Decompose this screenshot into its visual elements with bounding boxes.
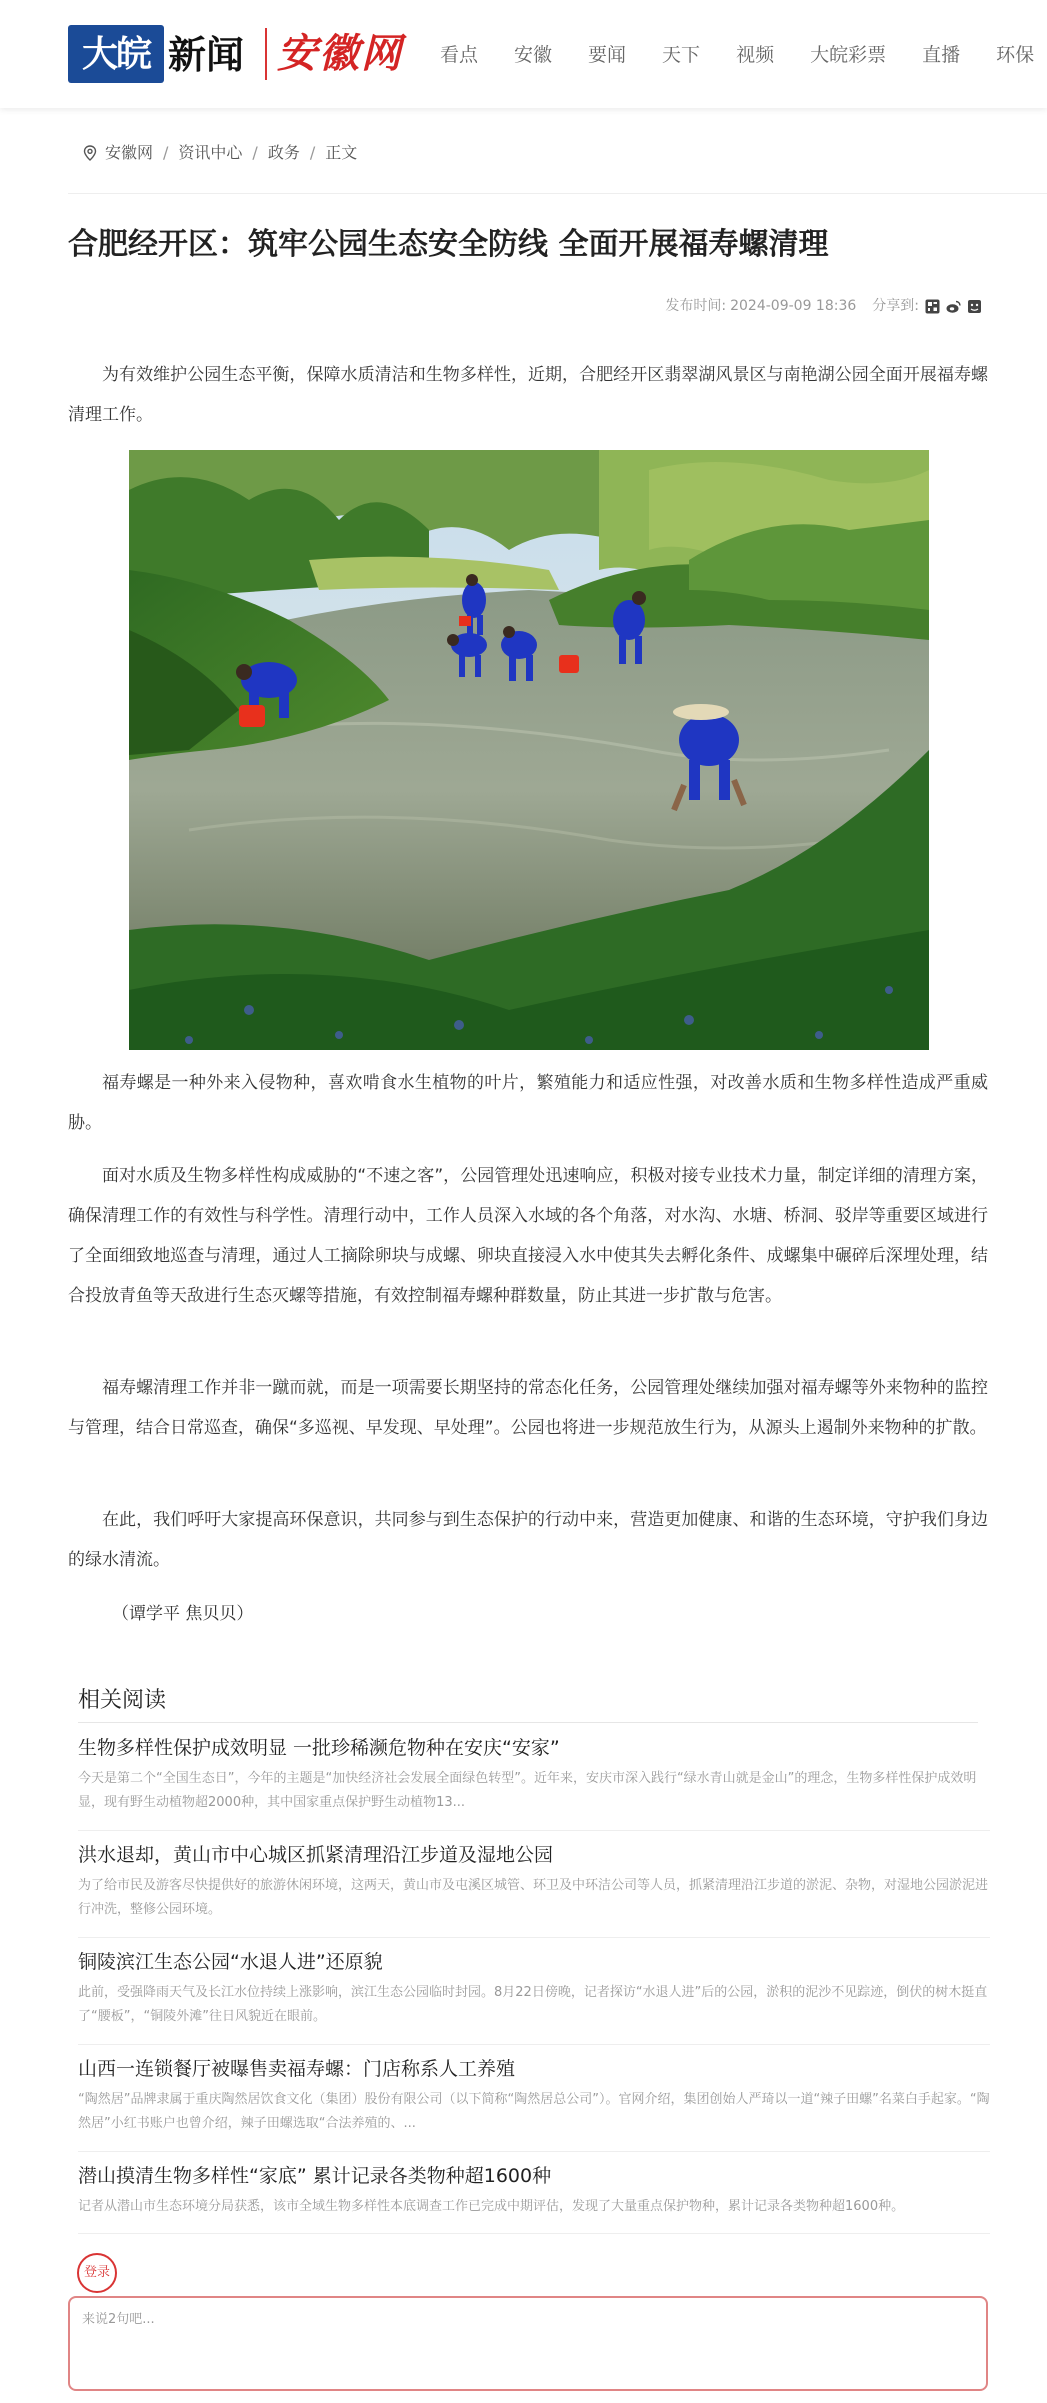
article-paragraph: 面对水质及生物多样性构成威胁的“不速之客”，公园管理处迅速响应，积极对接专业技术力量，制定详细的清理方案，确保清理工作的有效性与科学性。清理行动中，工作人员深入水域的各个角落，对水沟、水塘、桥洞、驳岸等重要区域进行了全面细致地巡查与清理，通过人工摘除卵块与成螺、卵块直接浸入水中使其失去孵化条件、成螺集中碾碎后深埋处理，结合投放青鱼等天敌进行生态灭螺等措施，有效控制福寿螺种群数量，防止其进一步扩散与危害。 (68, 1166, 988, 1306)
article-paragraph: 在此，我们呼吁大家提高环保意识，共同参与到生态保护的行动中来，营造更加健康、和谐的生态环境，守护我们身边的绿水清流。 (68, 1510, 988, 1570)
breadcrumb-news-center[interactable]: 资讯中心 (178, 143, 243, 162)
nav-item-environment[interactable]: 环保 (996, 44, 1035, 66)
nav-item-video[interactable]: 视频 (736, 44, 775, 66)
article-paragraph: 为有效维护公园生态平衡，保障水质清洁和生物多样性，近期，合肥经开区翡翠湖风景区与南艳湖公园全面开展福寿螺清理工作。 (68, 365, 988, 425)
breadcrumb-separator: / (163, 143, 169, 162)
breadcrumb-government[interactable]: 政务 (267, 143, 300, 162)
nav-item-tianxia[interactable]: 天下 (662, 44, 701, 66)
site-header (0, 0, 1047, 108)
article-byline: （谭学平 焦贝贝） (112, 1604, 254, 1624)
breadcrumb-current: 正文 (325, 143, 358, 162)
share-weibo-icon[interactable] (946, 299, 961, 314)
related-divider (78, 1830, 990, 1831)
login-button[interactable]: 登录 (77, 2253, 117, 2293)
related-item-headline[interactable]: 洪水退却，黄山市中心城区抓紧清理沿江步道及湿地公园 (78, 1844, 554, 1866)
main-nav (440, 38, 1047, 72)
related-item-headline[interactable]: 潜山摸清生物多样性“家底” 累计记录各类物种超1600种 (78, 2165, 552, 2187)
related-item-headline[interactable]: 铜陵滨江生态公园“水退人进”还原貌 (78, 1951, 383, 1973)
breadcrumb-divider (68, 193, 1047, 194)
article-paragraph: 福寿螺清理工作并非一蹴而就，而是一项需要长期坚持的常态化任务，公园管理处继续加强对福寿螺等外来物种的监控与管理，结合日常巡查，确保“多巡视、早发现、早处理”。公园也将进一步规范放生行为，从源头上遏制外来物种的扩散。 (68, 1378, 988, 1438)
news-logo-text[interactable]: 新闻 (168, 33, 245, 77)
nav-item-lottery[interactable]: 大皖彩票 (810, 44, 887, 66)
related-reading-title: 相关阅读 (78, 1688, 167, 1713)
article-meta (665, 295, 982, 317)
nav-item-kandian[interactable]: 看点 (440, 44, 479, 66)
publish-time: 2024-09-09 18:36 (730, 298, 857, 314)
related-item-summary: “陶然居”品牌隶属于重庆陶然居饮食文化（集团）股份有限公司（以下简称“陶然居总公司”）。官网介绍，集团创始人严琦以一道“辣子田螺”名菜白手起家。“陶然居”小红书账户也曾介绍，辣子田螺选取“合法养殖的、... (78, 2092, 990, 2131)
share-qrcode-icon[interactable] (925, 299, 940, 314)
related-item-headline[interactable]: 山西一连锁餐厅被曝售卖福寿螺：门店称系人工养殖 (78, 2058, 516, 2080)
anhui-logo[interactable]: 安徽网 (277, 30, 403, 77)
related-item[interactable] (78, 1840, 990, 1922)
nav-item-anhui[interactable]: 安徽 (514, 44, 553, 66)
share-label: 分享到: (872, 298, 919, 314)
breadcrumb-separator: / (252, 143, 258, 162)
share-wechat-icon[interactable] (967, 299, 982, 314)
nav-item-yaowen[interactable]: 要闻 (588, 44, 627, 66)
article-title: 合肥经开区：筑牢公园生态安全防线 全面开展福寿螺清理 (68, 227, 829, 262)
related-item-summary: 记者从潜山市生态环境分局获悉，该市全域生物多样性本底调查工作已完成中期评估，发现了大量重点保护物种，累计记录各类物种超1600种。 (78, 2199, 905, 2214)
related-divider (78, 2151, 990, 2152)
related-divider (78, 2233, 990, 2234)
article-paragraph: 福寿螺是一种外来入侵物种，喜欢啃食水生植物的叶片，繁殖能力和适应性强，对改善水质和生物多样性造成严重威胁。 (68, 1073, 988, 1133)
publish-label: 发布时间: (665, 298, 727, 314)
article-photo (129, 450, 929, 1050)
related-item-summary: 为了给市民及游客尽快提供好的旅游休闲环境，这两天，黄山市及屯溪区城管、环卫及中环洁公司等人员，抓紧清理沿江步道的淤泥、杂物，对湿地公园淤泥进行冲洗，整修公园环境。 (78, 1878, 989, 1917)
related-item-summary: 此前，受强降雨天气及长江水位持续上涨影响，滨江生态公园临时封园。8月22日傍晚，记者探访“水退人进”后的公园，淤积的泥沙不见踪迹，倒伏的树木挺直了“腰板”，“铜陵外滩”往日风貌近在眼前。 (78, 1985, 988, 2024)
related-title-divider (78, 1722, 978, 1723)
comment-box (68, 2296, 988, 2391)
related-item[interactable] (78, 2161, 990, 2219)
breadcrumb (83, 141, 357, 165)
related-divider (78, 1937, 990, 1938)
related-item-headline[interactable]: 生物多样性保护成效明显 一批珍稀濒危物种在安庆“安家” (78, 1737, 560, 1759)
related-item-summary: 今天是第二个“全国生态日”，今年的主题是“加快经济社会发展全面绿色转型”。近年来，安庆市深入践行“绿水青山就是金山”的理念，生物多样性保护成效明显，现有野生动植物超2000种，其中国家重点保护野生动植物13... (78, 1771, 977, 1810)
breadcrumb-separator: / (309, 143, 316, 162)
logo-divider (265, 28, 267, 80)
dawan-logo[interactable]: 大皖 (68, 25, 164, 83)
related-item[interactable] (78, 1733, 990, 1815)
location-pin-icon (83, 145, 97, 161)
related-item[interactable] (78, 1947, 990, 2029)
comment-input[interactable] (70, 2298, 986, 2389)
related-item[interactable] (78, 2054, 990, 2136)
related-divider (78, 2044, 990, 2045)
nav-item-live[interactable]: 直播 (922, 44, 961, 66)
breadcrumb-home[interactable]: 安徽网 (105, 143, 154, 162)
